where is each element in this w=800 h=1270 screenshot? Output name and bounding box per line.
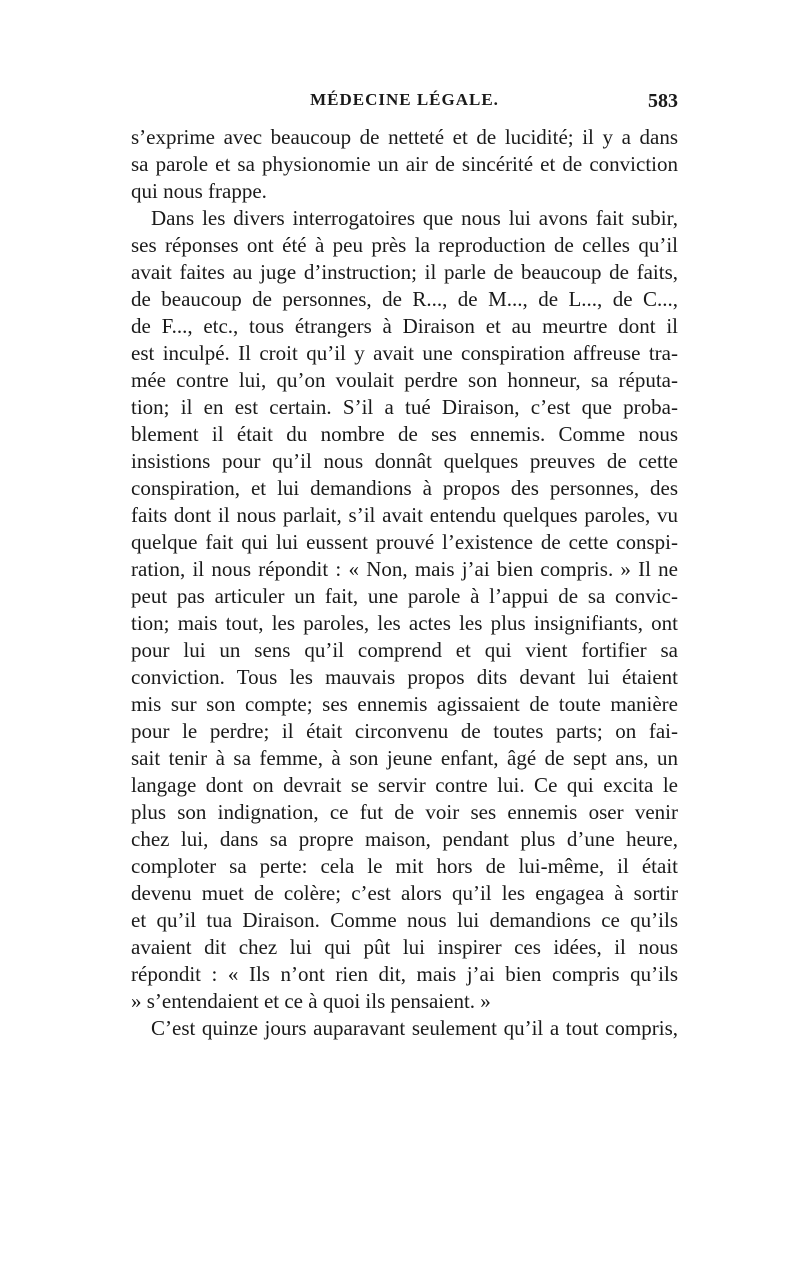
text-line: devenu muet de colère; c’est alors qu’il les engagea à sortir <box>131 881 678 905</box>
text-line: répondit : « Ils n’ont rien dit, mais j’ai bien compris qu’ils <box>131 962 678 986</box>
text-line: plus son indignation, ce fut de voir ses ennemis oser venir <box>131 800 678 824</box>
running-title: MÉDECINE LÉGALE. <box>310 90 499 109</box>
body-text <box>131 124 678 1042</box>
text-line: de F..., etc., tous étrangers à Diraison et au meurtre dont il <box>131 314 678 338</box>
running-head <box>131 90 678 118</box>
text-line: pour le perdre; il était circonvenu de toutes parts; on fai- <box>131 719 678 743</box>
text-line: et qu’il tua Diraison. Comme nous lui demandions ce qu’ils <box>131 908 678 932</box>
text-line: sa parole et sa physionomie un air de sincérité et de conviction <box>131 152 678 176</box>
text-line: tion; mais tout, les paroles, les actes les plus insignifiants, ont <box>131 611 678 635</box>
text-line: avait faites au juge d’instruction; il parle de beaucoup de faits, <box>131 260 678 284</box>
text-line: Dans les divers interrogatoires que nous lui avons fait subir, <box>151 206 678 230</box>
text-line: C’est quinze jours auparavant seulement qu’il a tout compris, <box>151 1016 678 1040</box>
text-line: s’exprime avec beaucoup de netteté et de lucidité; il y a dans <box>131 125 678 149</box>
text-line: pour lui un sens qu’il comprend et qui vient fortifier sa <box>131 638 678 662</box>
text-line: peut pas articuler un fait, une parole à l’appui de sa convic- <box>131 584 678 608</box>
text-line: conspiration, et lui demandions à propos des personnes, des <box>131 476 678 500</box>
text-line: comploter sa perte: cela le mit hors de lui-même, il était <box>131 854 678 878</box>
text-line: sait tenir à sa femme, à son jeune enfant, âgé de sept ans, un <box>131 746 678 770</box>
page-number: 583 <box>648 90 678 112</box>
text-line: blement il était du nombre de ses ennemis. Comme nous <box>131 422 678 446</box>
text-line: faits dont il nous parlait, s’il avait entendu quelques paroles, vu <box>131 503 678 527</box>
text-line: mis sur son compte; ses ennemis agissaient de toute manière <box>131 692 678 716</box>
text-line: quelque fait qui lui eussent prouvé l’existence de cette conspi- <box>131 530 678 554</box>
text-line: qui nous frappe. <box>131 179 267 203</box>
text-line: de beaucoup de personnes, de R..., de M..., de L..., de C..., <box>131 287 678 311</box>
text-line: est inculpé. Il croit qu’il y avait une conspiration affreuse tra- <box>131 341 678 365</box>
text-line: ses réponses ont été à peu près la reproduction de celles qu’il <box>131 233 678 257</box>
text-line: chez lui, dans sa propre maison, pendant plus d’une heure, <box>131 827 678 851</box>
text-line: conviction. Tous les mauvais propos dits devant lui étaient <box>131 665 678 689</box>
text-line: langage dont on devrait se servir contre lui. Ce qui excita le <box>131 773 678 797</box>
text-line: tion; il en est certain. S’il a tué Diraison, c’est que proba- <box>131 395 678 419</box>
text-line: insistions pour qu’il nous donnât quelques preuves de cette <box>131 449 678 473</box>
text-line: mée contre lui, qu’on voulait perdre son honneur, sa réputa- <box>131 368 678 392</box>
text-line: » s’entendaient et ce à quoi ils pensaient. » <box>131 989 491 1013</box>
text-line: avaient dit chez lui qui pût lui inspirer ces idées, il nous <box>131 935 678 959</box>
text-line: ration, il nous répondit : « Non, mais j’ai bien compris. » Il ne <box>131 557 678 581</box>
